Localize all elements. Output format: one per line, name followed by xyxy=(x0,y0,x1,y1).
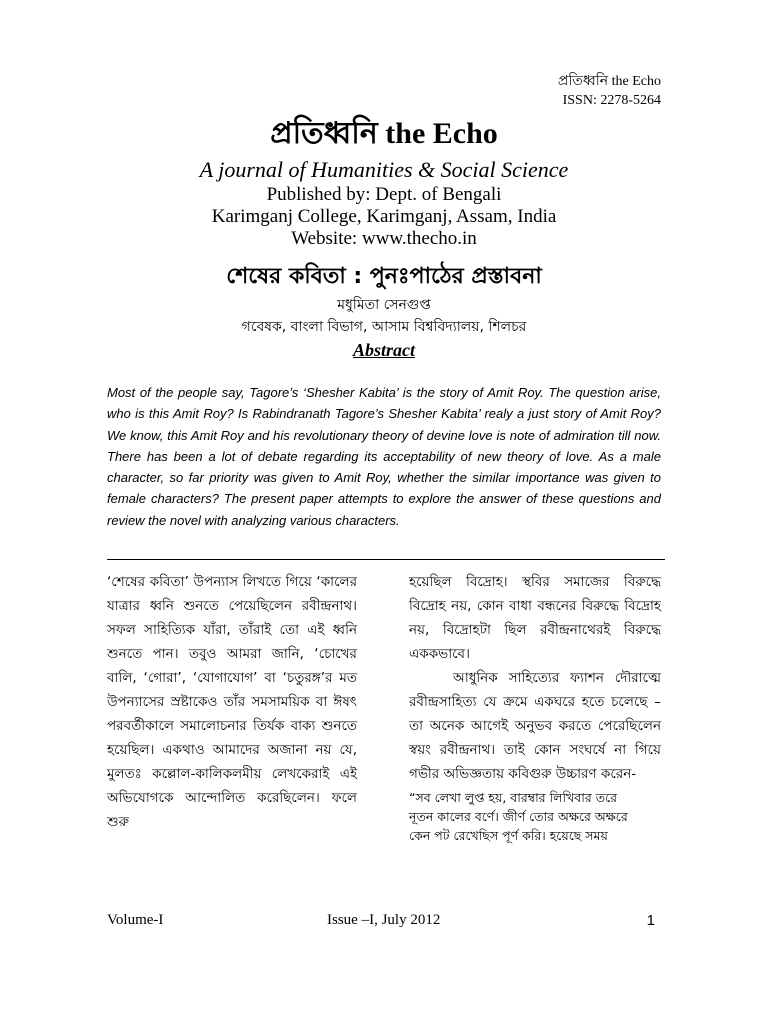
website: Website: www.thecho.in xyxy=(291,228,477,249)
volume-label: Volume-I xyxy=(107,912,164,928)
journal-subtitle: A journal of Humanities & Social Science xyxy=(199,157,569,182)
author-affiliation: গবেষক, বাংলা বিভাগ, আসাম বিশ্ববিদ্যালয়, শিলচর xyxy=(241,319,527,335)
body-paragraph: ‘শেষের কবিতা’ উপন্যাস লিখতে গিয়ে ‘কালের যাত্রার ধ্বনি শুনতে পেয়েছিলেন রবীন্দ্রনাথ। সফল সাহিত্যিক যাঁরা, তাঁরাই তো এই ধ্বনি শুনতে পান। তবুও আমরা জানি, ‘চোখের বালি, ‘গোরা’, ‘যোগাযোগ’ বা ‘চতুরঙ্গ’র মত উপন্যাসের স্রষ্টাকেও তাঁর সমসাময়িক বা ঈষৎ পরবর্তীকালে সমালোচনার তির্যক বাক্য শুনতে হয়েছিল। একথাও আমাদের অজানা নয় যে, মুলতঃ কল্লোল-কালিকলমীয় লেখকেরাই এই অভিযোগকে আন্দোলিত করেছিলেন। ফলে শুরু xyxy=(107,574,357,830)
body-paragraph: হয়েছিল বিদ্রোহ। স্থবির সমাজের বিরুদ্ধে বিদ্রোহ নয়, কোন বাধা বন্ধনের বিরুদ্ধে বিদ্রোহ নয়, বিদ্রোহটা ছিল রবীন্দ্রনাথেরই বিরুদ্ধে এককভাবে। xyxy=(409,574,661,662)
issue-label: Issue –I, July 2012 xyxy=(327,912,441,928)
verse-quote xyxy=(409,788,661,845)
running-title: প্রতিধ্বনি the Echo xyxy=(557,74,661,89)
college-address: Karimganj College, Karimganj, Assam, India xyxy=(211,206,557,227)
verse-line: নূতন কালের বর্ণে। জীর্ণ তোর অক্ষরে অক্ষরে xyxy=(409,809,628,824)
divider xyxy=(107,559,665,560)
article-header xyxy=(0,262,768,362)
verse-line: “সব লেখা লুপ্ত হয়, বারম্বার লিখিবার তরে xyxy=(409,790,617,805)
body-column-right xyxy=(409,570,661,845)
body-column-left xyxy=(107,570,357,834)
abstract-heading: Abstract xyxy=(352,340,415,360)
masthead xyxy=(0,114,768,250)
issn: ISSN: 2278-5264 xyxy=(562,93,661,108)
journal-title: প্রতিধ্বনি the Echo xyxy=(270,117,498,150)
verse-line: কেন পট রেখেছিস পূর্ণ করি। হয়েছে সময় xyxy=(409,828,608,843)
author-name: মধুমিতা সেনগুপ্ত xyxy=(337,297,431,313)
body-paragraph: আধুনিক সাহিত্যের ফ্যাশন দৌরাত্মে রবীন্দ্রসাহিত্য যে ক্রমে একঘরে হতে চলেছে – তা অনেক আগেই অনুভব করতে পেরেছিলেন স্বয়ং রবীন্দ্রনাথ। তাই কোন সংঘর্ষে না গিয়ে গভীর অভিজ্ঞতায় কবিগুরু উচ্চারণ করেন- xyxy=(409,670,661,782)
publisher: Published by: Dept. of Bengali xyxy=(266,184,502,205)
article-title: শেষের কবিতা : পুনঃপাঠের প্রস্তাবনা xyxy=(226,264,542,289)
running-header xyxy=(558,72,661,110)
abstract-text: Most of the people say, Tagore’s ‘Shesher Kabita’ is the story of Amit Roy. The question arise, who is this Amit Roy? Is Rabindranath Tagore’s Shesher Kabita’ realy a just story of Amit Roy? We know, this Amit Roy and his revolutionary theory of devine love is note of admiration till now. There has been a lot of debate regarding its acceptability of new theory of love. As a male character, so far priority was given to Amit Roy, whether the similar importance was given to female characters? The present paper attempts to explore the answer of these questions and review the novel with analyzing various characters. xyxy=(107,385,661,528)
page-number: 1 xyxy=(646,912,655,929)
